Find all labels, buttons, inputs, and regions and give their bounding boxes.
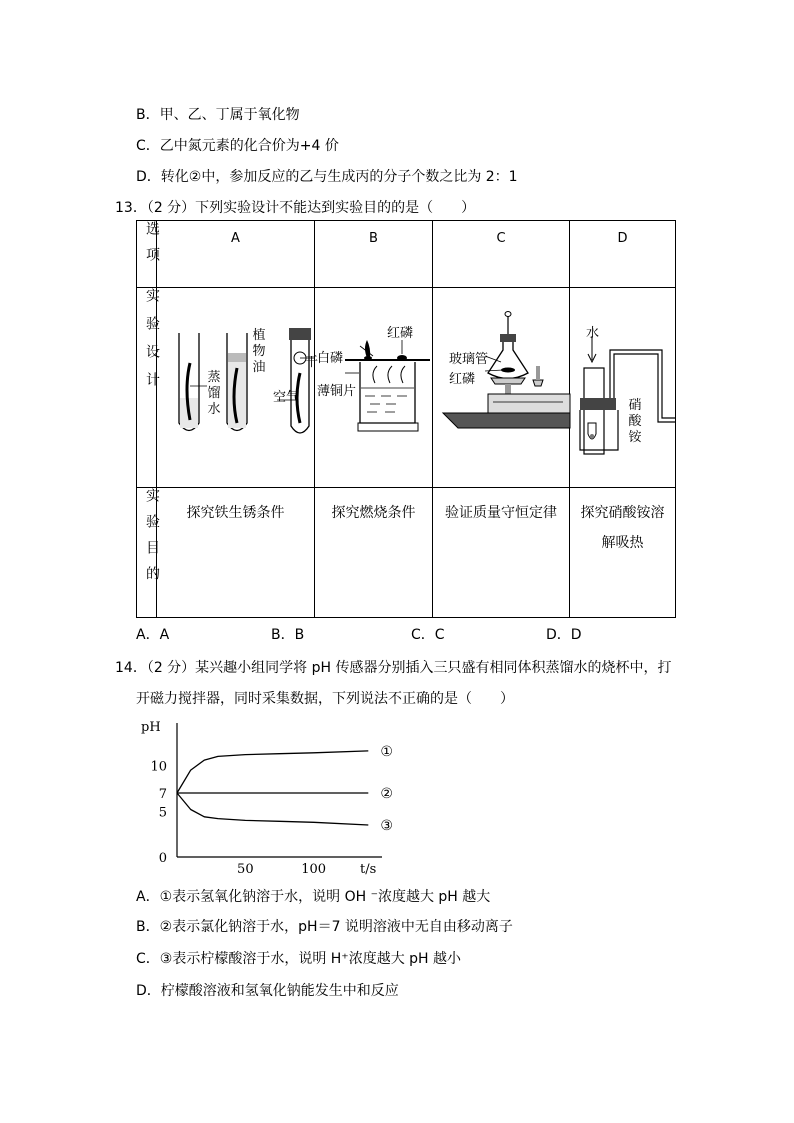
label-water-d: 水 (586, 326, 600, 341)
q14-option-c: C．③表示柠檬酸溶于水，说明 H⁺浓度越大 pH 越小 (136, 951, 462, 967)
design-label: 实验设计 (144, 288, 160, 400)
q13-answer-d: D．D (546, 627, 582, 643)
mass-conservation-diagram (433, 288, 570, 488)
col-b-header: B (315, 221, 433, 288)
label-distilled-water: 蒸馏水 (207, 370, 221, 417)
col-a-header: A (157, 221, 315, 288)
q13-answer-b: B．B (271, 627, 305, 643)
y-tick-label: 5 (158, 805, 167, 821)
purpose-a: 探究铁生锈条件 (157, 488, 315, 618)
q14-stem-line1: 14．（2 分）某兴趣小组同学将 pH 传感器分别插入三只盛有相同体积蒸馏水的烧杯中，打 (115, 660, 672, 676)
fig-d-cell (570, 288, 676, 488)
label-vegetable-oil: 植物油 (252, 328, 266, 375)
design-label-cell (137, 288, 160, 488)
fig-b (315, 288, 432, 487)
q14-option-d: D．柠檬酸溶液和氢氧化钠能发生中和反应 (136, 983, 399, 999)
q12-option-c: C．乙中氮元素的化合价为+4 价 (136, 138, 339, 154)
x-tick-label: 50 (237, 862, 254, 877)
ph-chart (135, 715, 395, 875)
label-ammonium-nitrate: 硝酸铵 (628, 398, 642, 445)
fig-d (570, 288, 675, 487)
y-tick-label: 10 (150, 759, 167, 775)
label-copper-sheet: 薄铜片 (317, 384, 357, 399)
q13-table (136, 220, 676, 618)
purpose-c: 验证质量守恒定律 (433, 488, 570, 618)
purpose-label: 实验目的 (144, 488, 160, 592)
x-axis-label: t/s (360, 862, 377, 877)
purpose-d: 探究硝酸铵溶解吸热 (570, 488, 676, 618)
col-c-header: C (433, 221, 570, 288)
series-label-1: ① (380, 743, 393, 760)
q14-option-a: A．①表示氢氧化钠溶于水，说明 OH ⁻浓度越大 pH 越大 (136, 889, 491, 905)
fig-b-cell (315, 288, 433, 488)
header-label: 选项 (144, 221, 160, 273)
series-label-2: ② (380, 786, 393, 802)
header-label-cell (137, 221, 160, 288)
label-glass-tube: 玻璃管 (449, 352, 489, 367)
x-tick-label: 100 (301, 862, 327, 877)
y-tick-label: 0 (158, 851, 167, 866)
label-red-phosphorus-c: 红磷 (449, 372, 476, 387)
label-dry: 干 (305, 355, 319, 370)
label-air: 空气 (272, 390, 299, 405)
purpose-b: 探究燃烧条件 (315, 488, 433, 618)
q14-stem-line2: 开磁力搅拌器，同时采集数据，下列说法不正确的是（ ） (136, 691, 514, 707)
series-line-1 (177, 751, 368, 793)
fig-a (157, 288, 319, 487)
label-red-phosphorus-b: 红磷 (387, 326, 414, 341)
purpose-label-cell (137, 488, 160, 618)
fig-c (433, 288, 569, 487)
y-tick-label: 7 (158, 787, 167, 802)
q13-answer-c: C．C (411, 627, 445, 643)
label-white-phosphorus: 白磷 (317, 351, 344, 366)
q13-stem: 13．（2 分）下列实验设计不能达到实验目的的是（ ） (115, 200, 476, 216)
series-label-3: ③ (380, 818, 393, 834)
q13-answer-a: A．A (136, 627, 170, 643)
y-axis-label: pH (141, 720, 161, 735)
dissolution-diagram (570, 288, 676, 488)
col-d-header: D (570, 221, 676, 288)
test-tubes-diagram (157, 288, 319, 488)
q12-option-d: D．转化②中，参加反应的乙与生成丙的分子个数之比为 2：1 (136, 169, 518, 185)
fig-a-cell (157, 288, 319, 488)
q12-option-b: B．甲、乙、丁属于氧化物 (136, 107, 300, 123)
fig-c-cell (433, 288, 570, 488)
series-line-3 (177, 793, 368, 825)
q14-option-b: B．②表示氯化钠溶于水，pH＝7 说明溶液中无自由移动离子 (136, 919, 513, 935)
